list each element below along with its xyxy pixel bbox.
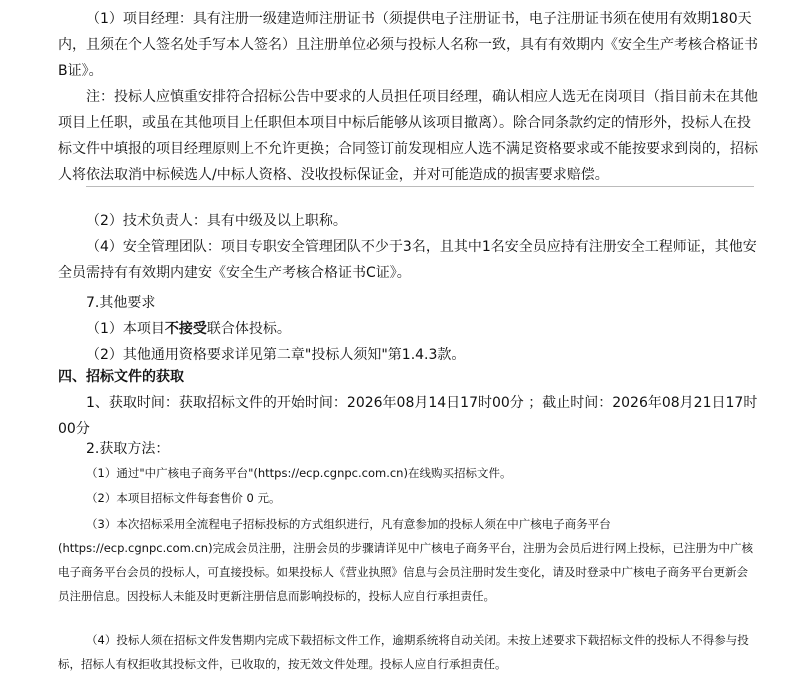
safety-team-paragraph: （4）安全管理团队：项目专职安全管理团队不少于3名，且其中1名安全员应持有注册安全工程师证，其他安全员需持有有效期内建安《安全生产考核合格证书C证》。 <box>58 239 757 281</box>
consortium-item <box>58 316 758 342</box>
general-requirements-item: （2）其他通用资格要求详见第二章"投标人须知"第1.4.3款。 <box>86 347 466 363</box>
consortium-suffix: 联合体投标。 <box>206 321 291 337</box>
not-accepted-emphasis: 不接受 <box>164 321 207 337</box>
method-item-2: （2）本项目招标文件每套售价 0 元。 <box>86 491 281 505</box>
technical-lead-paragraph: （2）技术负责人：具有中级及以上职称。 <box>86 213 347 229</box>
other-requirements-title: 7.其他要求 <box>86 295 156 311</box>
divider-line <box>86 186 754 187</box>
acquisition-method-title: 2.获取方法： <box>86 441 170 457</box>
method-item-4: （4）投标人须在招标文件发售期内完成下载招标文件工作，逾期系统将自动关闭。未按上述要求下载招标文件的投标人不得参与投标，招标人有权拒收其投标文件，已收取的，按无效文件处理。投标人应自行承担责任。 <box>58 633 749 671</box>
method-item-3: （3）本次招标采用全流程电子招标投标的方式组织进行，凡有意参加的投标人须在中广核电子商务平台(https://ecp.cgnpc.com.cn)完成会员注册，注册会员的步骤请详见中广核电子商务平台，注册为会员后进行网上投标，已注册为中广核电子商务平台会员的投标人，可直接投标。如果投标人《营业执照》信息与会员注册时发生变化，请及时登录中广核电子商务平台更新会员注册信息。因投标人未能及时更新注册信息而影响投标的，投标人应自行承担责任。 <box>58 517 754 603</box>
method-item-1: （1）通过"中广核电子商务平台"(https://ecp.cgnpc.com.cn)在线购买招标文件。 <box>86 466 512 480</box>
consortium-prefix: （1）本项目 <box>86 321 165 337</box>
project-manager-paragraph: （1）项目经理：具有注册一级建造师注册证书（须提供电子注册证书，电子注册证书须在使用有效期180天内，且须在个人签名处手写本人签名）且注册单位必须与投标人名称一致，具有有效期内《安全生产考核合格证书B证》。 <box>58 11 758 79</box>
note-paragraph: 注：投标人应慎重安排符合招标公告中要求的人员担任项目经理，确认相应人选无在岗项目（指目前未在其他项目上任职，或虽在其他项目上任职但本项目中标后能够从该项目撤离）。除合同条款约定的情形外，投标人在投标文件中填报的项目经理原则上不允许更换；合同签订前发现相应人选不满足资格要求或不能按要求到岗的，招标人将依法取消中标候选人/中标人资格、没收投标保证金，并对可能造成的损害要求赔偿。 <box>58 89 758 183</box>
section-four-heading: 四、招标文件的获取 <box>58 369 184 385</box>
acquisition-time: 1、获取时间：获取招标文件的开始时间：2026年08月14日17时00分 ；截止时间：2026年08月21日17时00分 <box>58 395 758 437</box>
